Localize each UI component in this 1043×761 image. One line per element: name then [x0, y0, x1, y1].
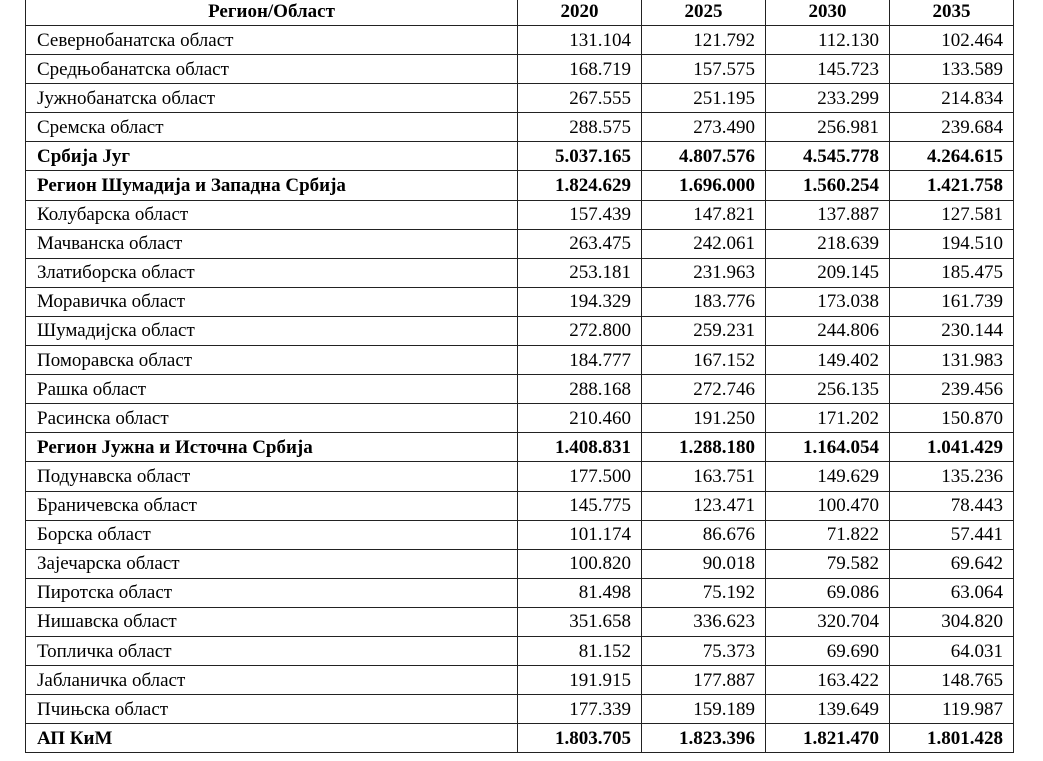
value-cell-2030: 256.981: [766, 113, 890, 142]
population-projection-table: [25, 0, 1014, 753]
value-cell-2025: 1.288.180: [642, 433, 766, 462]
region-name-cell: Колубарска област: [26, 200, 518, 229]
value-cell-2030: 1.821.470: [766, 724, 890, 753]
value-cell-2025: 336.623: [642, 607, 766, 636]
value-cell-2030: 244.806: [766, 316, 890, 345]
table-row: [26, 549, 1014, 578]
value-cell-2025: 251.195: [642, 84, 766, 113]
table-row: [26, 462, 1014, 491]
value-cell-2025: 75.373: [642, 636, 766, 665]
header-year-2030: 2030: [766, 0, 890, 26]
value-cell-2035: 161.739: [890, 287, 1014, 316]
value-cell-2035: 69.642: [890, 549, 1014, 578]
value-cell-2035: 1.801.428: [890, 724, 1014, 753]
value-cell-2020: 194.329: [518, 287, 642, 316]
value-cell-2020: 101.174: [518, 520, 642, 549]
value-cell-2030: 320.704: [766, 607, 890, 636]
value-cell-2035: 127.581: [890, 200, 1014, 229]
table-row: [26, 287, 1014, 316]
value-cell-2035: 135.236: [890, 462, 1014, 491]
region-name-cell: Зајечарска област: [26, 549, 518, 578]
region-name-cell: Поморавска област: [26, 346, 518, 375]
value-cell-2020: 1.408.831: [518, 433, 642, 462]
region-name-cell: Борска област: [26, 520, 518, 549]
value-cell-2025: 272.746: [642, 375, 766, 404]
value-cell-2020: 288.168: [518, 375, 642, 404]
table-row-subtotal: [26, 142, 1014, 171]
value-cell-2020: 1.824.629: [518, 171, 642, 200]
table-row: [26, 666, 1014, 695]
value-cell-2025: 86.676: [642, 520, 766, 549]
table-row: [26, 695, 1014, 724]
value-cell-2025: 177.887: [642, 666, 766, 695]
table-row: [26, 636, 1014, 665]
value-cell-2030: 171.202: [766, 404, 890, 433]
value-cell-2025: 167.152: [642, 346, 766, 375]
header-row: [26, 0, 1014, 26]
value-cell-2030: 79.582: [766, 549, 890, 578]
table-row-subtotal: [26, 724, 1014, 753]
table-row: [26, 26, 1014, 55]
value-cell-2025: 4.807.576: [642, 142, 766, 171]
value-cell-2020: 168.719: [518, 55, 642, 84]
value-cell-2025: 1.823.396: [642, 724, 766, 753]
region-name-cell: АП КиМ: [26, 724, 518, 753]
value-cell-2025: 1.696.000: [642, 171, 766, 200]
value-cell-2030: 1.164.054: [766, 433, 890, 462]
value-cell-2030: 149.402: [766, 346, 890, 375]
value-cell-2030: 233.299: [766, 84, 890, 113]
region-name-cell: Регион Шумадија и Западна Србија: [26, 171, 518, 200]
value-cell-2030: 137.887: [766, 200, 890, 229]
table-row: [26, 404, 1014, 433]
value-cell-2020: 253.181: [518, 258, 642, 287]
value-cell-2025: 273.490: [642, 113, 766, 142]
value-cell-2025: 90.018: [642, 549, 766, 578]
value-cell-2020: 100.820: [518, 549, 642, 578]
value-cell-2035: 1.041.429: [890, 433, 1014, 462]
value-cell-2035: 239.684: [890, 113, 1014, 142]
value-cell-2035: 194.510: [890, 229, 1014, 258]
value-cell-2035: 119.987: [890, 695, 1014, 724]
region-name-cell: Расинска област: [26, 404, 518, 433]
value-cell-2030: 256.135: [766, 375, 890, 404]
region-name-cell: Јужнобанатска област: [26, 84, 518, 113]
table-row: [26, 375, 1014, 404]
value-cell-2030: 218.639: [766, 229, 890, 258]
value-cell-2020: 5.037.165: [518, 142, 642, 171]
region-name-cell: Подунавска област: [26, 462, 518, 491]
value-cell-2030: 149.629: [766, 462, 890, 491]
region-name-cell: Моравичка област: [26, 287, 518, 316]
value-cell-2025: 183.776: [642, 287, 766, 316]
region-name-cell: Топличка област: [26, 636, 518, 665]
value-cell-2020: 81.498: [518, 578, 642, 607]
table-row: [26, 55, 1014, 84]
region-name-cell: Пчињска област: [26, 695, 518, 724]
region-name-cell: Браничевска област: [26, 491, 518, 520]
value-cell-2025: 75.192: [642, 578, 766, 607]
table-row: [26, 491, 1014, 520]
value-cell-2020: 81.152: [518, 636, 642, 665]
header-year-2035: 2035: [890, 0, 1014, 26]
header-year-2020: 2020: [518, 0, 642, 26]
value-cell-2030: 145.723: [766, 55, 890, 84]
value-cell-2025: 157.575: [642, 55, 766, 84]
value-cell-2030: 163.422: [766, 666, 890, 695]
table-row: [26, 520, 1014, 549]
value-cell-2020: 145.775: [518, 491, 642, 520]
region-name-cell: Златиборска област: [26, 258, 518, 287]
value-cell-2030: 139.649: [766, 695, 890, 724]
table-row: [26, 84, 1014, 113]
value-cell-2025: 159.189: [642, 695, 766, 724]
value-cell-2020: 177.500: [518, 462, 642, 491]
region-name-cell: Србија Југ: [26, 142, 518, 171]
region-name-cell: Средњобанатска област: [26, 55, 518, 84]
table-row: [26, 200, 1014, 229]
value-cell-2030: 69.690: [766, 636, 890, 665]
value-cell-2020: 157.439: [518, 200, 642, 229]
table-row: [26, 346, 1014, 375]
value-cell-2020: 288.575: [518, 113, 642, 142]
value-cell-2030: 112.130: [766, 26, 890, 55]
region-name-cell: Регион Јужна и Источна Србија: [26, 433, 518, 462]
table-row: [26, 113, 1014, 142]
value-cell-2025: 242.061: [642, 229, 766, 258]
table-row: [26, 258, 1014, 287]
value-cell-2035: 150.870: [890, 404, 1014, 433]
table-row: [26, 229, 1014, 258]
value-cell-2030: 1.560.254: [766, 171, 890, 200]
value-cell-2025: 191.250: [642, 404, 766, 433]
value-cell-2030: 100.470: [766, 491, 890, 520]
region-name-cell: Нишавска област: [26, 607, 518, 636]
value-cell-2035: 214.834: [890, 84, 1014, 113]
region-name-cell: Мачванска област: [26, 229, 518, 258]
value-cell-2035: 148.765: [890, 666, 1014, 695]
table-row: [26, 578, 1014, 607]
value-cell-2020: 263.475: [518, 229, 642, 258]
value-cell-2020: 131.104: [518, 26, 642, 55]
header-year-2025: 2025: [642, 0, 766, 26]
value-cell-2020: 1.803.705: [518, 724, 642, 753]
value-cell-2030: 4.545.778: [766, 142, 890, 171]
value-cell-2020: 177.339: [518, 695, 642, 724]
region-name-cell: Рашка област: [26, 375, 518, 404]
value-cell-2035: 102.464: [890, 26, 1014, 55]
value-cell-2035: 4.264.615: [890, 142, 1014, 171]
header-region: Регион/Област: [26, 0, 518, 26]
value-cell-2035: 304.820: [890, 607, 1014, 636]
value-cell-2020: 272.800: [518, 316, 642, 345]
value-cell-2025: 163.751: [642, 462, 766, 491]
value-cell-2035: 230.144: [890, 316, 1014, 345]
value-cell-2030: 173.038: [766, 287, 890, 316]
value-cell-2025: 123.471: [642, 491, 766, 520]
value-cell-2020: 267.555: [518, 84, 642, 113]
table-row-subtotal: [26, 171, 1014, 200]
table-body: [26, 26, 1014, 753]
region-name-cell: Сремска област: [26, 113, 518, 142]
value-cell-2035: 78.443: [890, 491, 1014, 520]
table-row-subtotal: [26, 433, 1014, 462]
value-cell-2035: 64.031: [890, 636, 1014, 665]
value-cell-2020: 351.658: [518, 607, 642, 636]
value-cell-2025: 121.792: [642, 26, 766, 55]
region-name-cell: Шумадијска област: [26, 316, 518, 345]
value-cell-2025: 231.963: [642, 258, 766, 287]
table-row: [26, 607, 1014, 636]
value-cell-2035: 57.441: [890, 520, 1014, 549]
value-cell-2025: 259.231: [642, 316, 766, 345]
value-cell-2035: 1.421.758: [890, 171, 1014, 200]
value-cell-2030: 71.822: [766, 520, 890, 549]
value-cell-2035: 131.983: [890, 346, 1014, 375]
value-cell-2035: 185.475: [890, 258, 1014, 287]
value-cell-2020: 184.777: [518, 346, 642, 375]
value-cell-2030: 209.145: [766, 258, 890, 287]
value-cell-2035: 133.589: [890, 55, 1014, 84]
value-cell-2025: 147.821: [642, 200, 766, 229]
region-name-cell: Јабланичка област: [26, 666, 518, 695]
table-row: [26, 316, 1014, 345]
region-name-cell: Севернобанатска област: [26, 26, 518, 55]
value-cell-2020: 191.915: [518, 666, 642, 695]
value-cell-2030: 69.086: [766, 578, 890, 607]
value-cell-2035: 63.064: [890, 578, 1014, 607]
value-cell-2020: 210.460: [518, 404, 642, 433]
value-cell-2035: 239.456: [890, 375, 1014, 404]
region-name-cell: Пиротска област: [26, 578, 518, 607]
